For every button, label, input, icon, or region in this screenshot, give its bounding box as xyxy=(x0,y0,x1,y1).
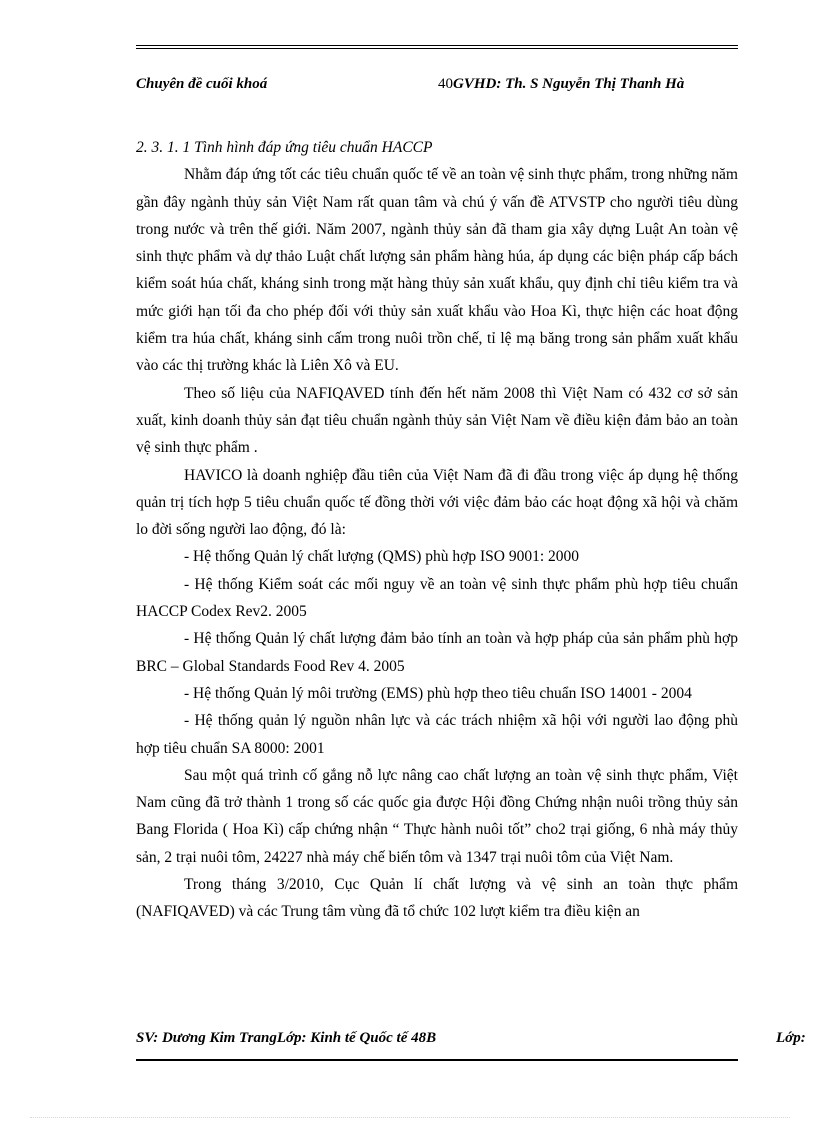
paragraph: Sau một quá trình cố gắng nỗ lực nâng cao chất lượng an toàn vệ sinh thực phẩm, Việt Nam cũng đã trở thành 1 trong số các quốc gia được Hội đồng Chứng nhận nuôi trồng thủy sản Bang Florida ( Hoa Kì) cấp chứng nhận “ Thực hành nuôi tốt” cho2 trại giống, 6 nhà máy thủy sản, 2 trại nuôi tôm, 24227 nhà máy chế biến tôm và 1347 trại nuôi tôm của Việt Nam. xyxy=(136,766,738,866)
section-heading: 2. 3. 1. 1 Tình hình đáp ứng tiêu chuẩn HACCP xyxy=(136,139,433,156)
header-top-rule xyxy=(136,45,738,49)
list-item: - Hệ thống Kiểm soát các mối nguy về an toàn vệ sinh thực phẩm phù hợp tiêu chuẩn HACCP Codex Rev2. 2005 xyxy=(136,575,738,621)
page-number: 40 xyxy=(438,76,453,92)
paragraph: Nhằm đáp ứng tốt các tiêu chuẩn quốc tế về an toàn vệ sinh thực phẩm, trong những năm gần đây ngành thủy sản Việt Nam rất quan tâm và chú ý vấn đề ATVSTP cho người tiêu dùng trong nước và trên thế giới. Năm 2007, ngành thủy sản đã tham gia xây dựng Luật An toàn vệ sinh thực phẩm và dự thảo Luật chất lượng sản phẩm hàng húa, áp dụng các biện pháp cấp bách kiểm soát húa chất, kháng sinh trong mặt hàng thủy sản xuất khẩu, quy định chỉ tiêu kiểm tra và mức giới hạn tối đa cho phép đối với thủy sản xuất khẩu vào Hoa Kì, thực hiện các hoat động kiểm tra húa chất, kháng sinh cấm trong nuôi trồn chế, tỉ lệ mạ băng trong sản phẩm xuất khẩu vào các thị trường khác là Liên Xô và EU. xyxy=(136,166,738,375)
paragraph: Trong tháng 3/2010, Cục Quản lí chất lượng và vệ sinh an toàn thực phẩm (NAFIQAVED) và các Trung tâm vùng đã tổ chức 102 lượt kiểm tra điều kiện an xyxy=(136,876,738,921)
page-edge-divider xyxy=(30,1117,790,1118)
paragraph: HAVICO là doanh nghiệp đầu tiên của Việt Nam đã đi đầu trong việc áp dụng hệ thống quản trị tích hợp 5 tiêu chuẩn quốc tế đồng thời với việc đảm bảo các hoạt động xã hội và chăm lo đời sống người lao động, đó là: xyxy=(136,466,738,539)
list-item: - Hệ thống quản lý nguồn nhân lực và các trách nhiệm xã hội với người lao động phù hợp tiêu chuẩn SA 8000: 2001 xyxy=(136,712,738,757)
list-item: - Hệ thống Quản lý môi trường (EMS) phù hợp theo tiêu chuẩn ISO 14001 - 2004 xyxy=(184,684,692,702)
paragraph: Theo số liệu của NAFIQAVED tính đến hết năm 2008 thì Việt Nam có 432 cơ sở sản xuất, kinh doanh thủy sản đạt tiêu chuẩn ngành thủy sản Việt Nam về điều kiện đảm bảo an toàn vệ sinh thực phẩm . xyxy=(136,384,738,457)
footer-bottom-rule xyxy=(136,1059,738,1061)
document-body xyxy=(136,134,738,926)
page-footer xyxy=(136,1030,816,1047)
list-item: - Hệ thống Quản lý chất lượng đảm bảo tính an toàn và hợp pháp của sản phẩm phù hợp BRC – Global Standards Food Rev 4. 2005 xyxy=(136,630,738,675)
header-supervisor xyxy=(438,76,684,93)
list-item: - Hệ thống Quản lý chất lượng (QMS) phù hợp ISO 9001: 2000 xyxy=(184,548,580,566)
footer-class-label: Lớp: xyxy=(776,1030,806,1046)
header-course-title: Chuyên đề cuối khoá xyxy=(136,76,268,92)
header-supervisor-name: GVHD: Th. S Nguyễn Thị Thanh Hà xyxy=(453,76,685,92)
footer-student-info: SV: Dương Kim TrangLớp: Kinh tế Quốc tế 48B xyxy=(136,1030,437,1046)
